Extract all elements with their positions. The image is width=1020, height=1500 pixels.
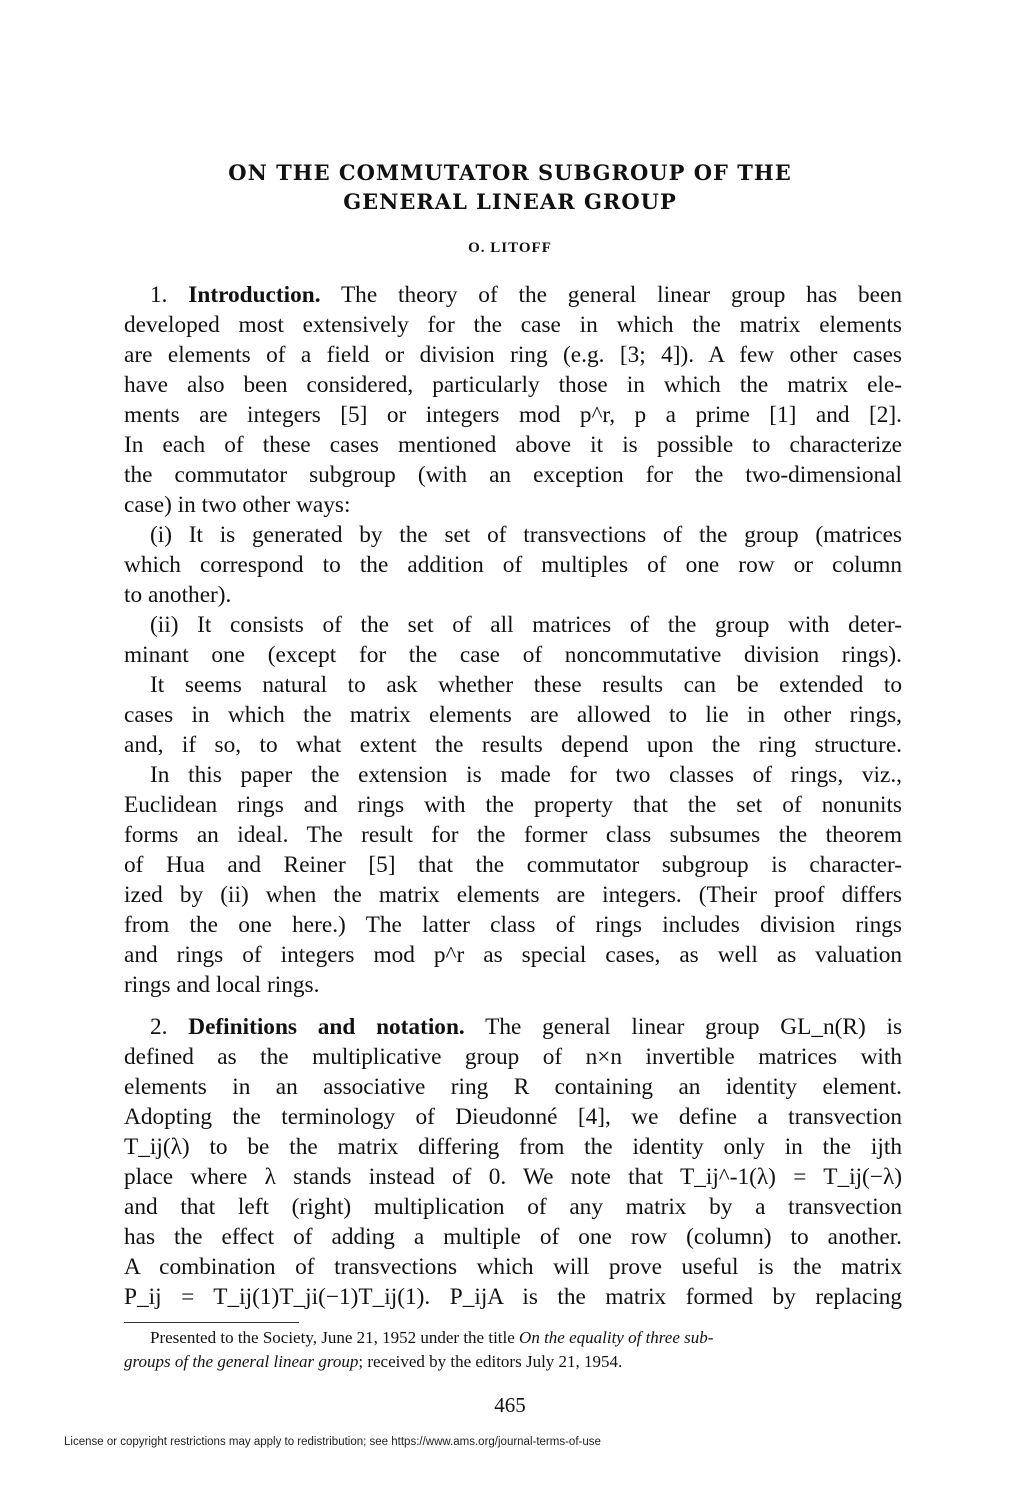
- section-heading: Introduction.: [188, 282, 321, 308]
- footnote-divider: [124, 1322, 299, 1323]
- body-line: which correspond to the addition of multiples of one row or column: [124, 552, 902, 578]
- section-heading: Definitions and notation.: [188, 1014, 465, 1040]
- body-line: and, if so, to what extent the results depend upon the ring structure.: [124, 732, 902, 758]
- body-line: defined as the multiplicative group of n×n invertible matrices with: [124, 1044, 902, 1070]
- body-line: (i) It is generated by the set of transvections of the group (matrices: [150, 522, 902, 548]
- body-line: elements in an associative ring R containing an identity element.: [124, 1074, 902, 1100]
- body-line: have also been considered, particularly those in which the matrix ele-: [124, 372, 902, 398]
- body-line: of Hua and Reiner [5] that the commutator subgroup is character-: [124, 852, 902, 878]
- text: The theory of the general linear group has been: [340, 282, 902, 308]
- body-line: developed most extensively for the case in which the matrix elements: [124, 312, 902, 338]
- body-line: (ii) It consists of the set of all matrices of the group with deter-: [150, 612, 902, 638]
- body-line: cases in which the matrix elements are allowed to lie in other rings,: [124, 702, 902, 728]
- body-line: It seems natural to ask whether these results can be extended to: [150, 672, 902, 698]
- body-line: place where λ stands instead of 0. We note that T_ij^-1(λ) = T_ij(−λ): [124, 1164, 902, 1190]
- body-line: and that left (right) multiplication of any matrix by a transvection: [124, 1194, 902, 1220]
- body-line: [124, 280, 902, 310]
- footnote-italic-title: groups of the general linear group: [124, 1352, 359, 1371]
- body-line: Euclidean rings and rings with the property that the set of nonunits: [124, 792, 902, 818]
- body-line: from the one here.) The latter class of rings includes division rings: [124, 912, 902, 938]
- body-line: T_ij(λ) to be the matrix differing from the identity only in the ijth: [124, 1134, 902, 1160]
- body-line: minant one (except for the case of noncommutative division rings).: [124, 642, 902, 668]
- body-line: and rings of integers mod p^r as special cases, as well as valuation: [124, 942, 902, 968]
- footnote-text: ; received by the editors July 21, 1954.: [358, 1352, 623, 1371]
- body-line: to another).: [124, 582, 232, 608]
- footnote-line-1: [124, 1326, 902, 1350]
- author-name: O. LITOFF: [468, 240, 552, 256]
- body-line: ments are integers [5] or integers mod p^r, p a prime [1] and [2].: [124, 402, 902, 428]
- body-line: In each of these cases mentioned above it is possible to characterize: [124, 432, 902, 458]
- page-number: 465: [494, 1393, 526, 1417]
- body-line: Adopting the terminology of Dieudonné [4], we define a transvection: [124, 1104, 902, 1130]
- paper-title: [120, 158, 900, 216]
- body-line: case) in two other ways:: [124, 492, 351, 518]
- body-line: A combination of transvections which will prove useful is the matrix: [124, 1254, 902, 1280]
- section-number: 2.: [150, 1014, 168, 1040]
- body-line: ized by (ii) when the matrix elements are integers. (Their proof differs: [124, 882, 902, 908]
- section-number: 1.: [150, 282, 168, 308]
- body-line: In this paper the extension is made for two classes of rings, viz.,: [150, 762, 902, 788]
- section-definitions: [124, 1012, 902, 1312]
- title-line-1: ON THE COMMUTATOR SUBGROUP OF THE: [228, 160, 792, 185]
- body-line: has the effect of adding a multiple of one row (column) to another.: [124, 1224, 902, 1250]
- license-notice: License or copyright restrictions may apply to redistribution; see https://www.ams.org/journal-terms-of-use: [64, 1436, 601, 1448]
- body-line: forms an ideal. The result for the former class subsumes the theorem: [124, 822, 902, 848]
- body-line: are elements of a field or division ring (e.g. [3; 4]). A few other cases: [124, 342, 902, 368]
- footnote-text: Presented to the Society, June 21, 1952 under the title: [150, 1328, 515, 1347]
- footnote: [124, 1326, 902, 1374]
- title-line-2: GENERAL LINEAR GROUP: [343, 189, 677, 214]
- body-line: rings and local rings.: [124, 972, 320, 998]
- section-introduction: [124, 280, 902, 1000]
- text: The general linear group GL_n(R) is: [485, 1014, 903, 1040]
- footnote-italic-title: On the equality of three sub-: [519, 1328, 714, 1347]
- body-line: [124, 1012, 902, 1042]
- footnote-line-2: [124, 1350, 902, 1374]
- body-line: the commutator subgroup (with an exception for the two-dimensional: [124, 462, 902, 488]
- body-line: P_ij = T_ij(1)T_ji(−1)T_ij(1). P_ijA is the matrix formed by replacing: [124, 1284, 902, 1310]
